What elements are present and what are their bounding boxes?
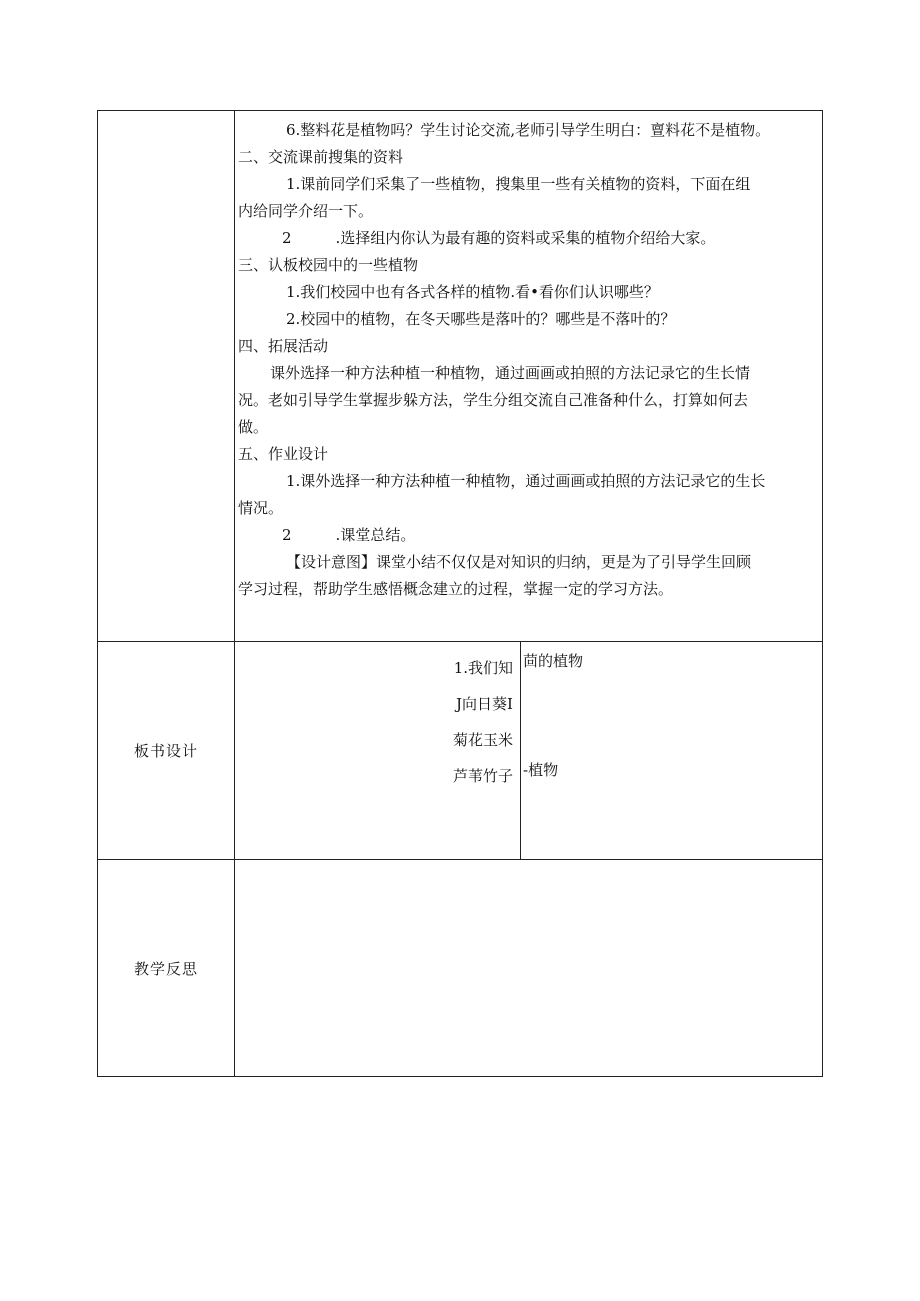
paragraph-line: 6.整料花是植物吗？学生讨论交流,老师引导学生明白：亶料花不是植物。 <box>286 121 771 139</box>
item-text: .选择组内你认为最有趣的资料或采集的植物介绍给大家。 <box>335 229 716 247</box>
board-design-row <box>98 642 823 860</box>
paragraph-line: 做。 <box>238 418 269 436</box>
paragraph-line: 1.课外选择一种方法种植一种植物，通过画画或拍照的方法记录它的生长 <box>286 472 766 490</box>
design-intent-line: 【设计意图】课堂小结不仅仅是对知识的归纳，更是为了引导学生回顾 <box>286 553 752 571</box>
section-heading: 五、作业设计 <box>238 445 329 463</box>
paragraph-line: 况。老如引导学生掌握步躲方法，学生分组交流自己准备种什么，打算如何去 <box>238 391 749 409</box>
paragraph-line: 2.校园中的植物，在冬天哪些是落叶的？哪些是不落叶的？ <box>286 310 676 328</box>
reflection-row <box>98 860 823 1077</box>
reflection-cell <box>235 860 823 1077</box>
paragraph-line: 1.我们校园中也有各式各样的植物.看•看你们认识哪些？ <box>286 283 659 301</box>
paragraph-line: 课外选择一种方法种植一种植物，通过画画或拍照的方法记录它的生长情 <box>270 364 751 382</box>
board-right-top: 茴的植物 <box>523 652 584 670</box>
item-number: 2 <box>282 229 292 247</box>
board-divider <box>520 642 521 859</box>
design-intent-line: 学习过程，帮助学生感悟概念建立的过程，掌握一定的学习方法。 <box>238 580 674 598</box>
item-text: .课堂总结。 <box>335 526 416 544</box>
numbered-item <box>238 225 818 252</box>
section-heading: 四、拓展活动 <box>238 337 329 355</box>
paragraph-line: 1.课前同学们采集了一些植物，搜集里一些有关植物的资料，下面在组 <box>286 175 751 193</box>
paragraph-line: 内给同学介绍一下。 <box>238 202 374 220</box>
lesson-plan-table <box>97 110 823 1077</box>
process-label-cell <box>98 111 235 642</box>
section-heading: 三、认板校园中的一些植物 <box>238 256 419 274</box>
paragraph-line: 情况。 <box>238 499 284 517</box>
reflection-label: 教学反思 <box>98 860 235 1077</box>
numbered-item <box>238 522 818 549</box>
board-line: 芦苇竹子 <box>452 767 513 785</box>
board-left-column <box>453 650 513 794</box>
board-design-label: 板书设计 <box>98 642 235 860</box>
board-line: 菊花玉米 <box>452 731 513 749</box>
board-design-cell <box>235 642 823 860</box>
section-heading: 二、交流课前搜集的资料 <box>238 148 404 166</box>
teaching-process-row <box>98 111 823 642</box>
item-number: 2 <box>282 526 292 544</box>
board-line: J向日葵I <box>456 695 513 713</box>
board-line: 1.我们知 <box>453 659 513 677</box>
board-right-bottom: -植物 <box>523 761 559 779</box>
process-content-cell <box>235 111 823 642</box>
